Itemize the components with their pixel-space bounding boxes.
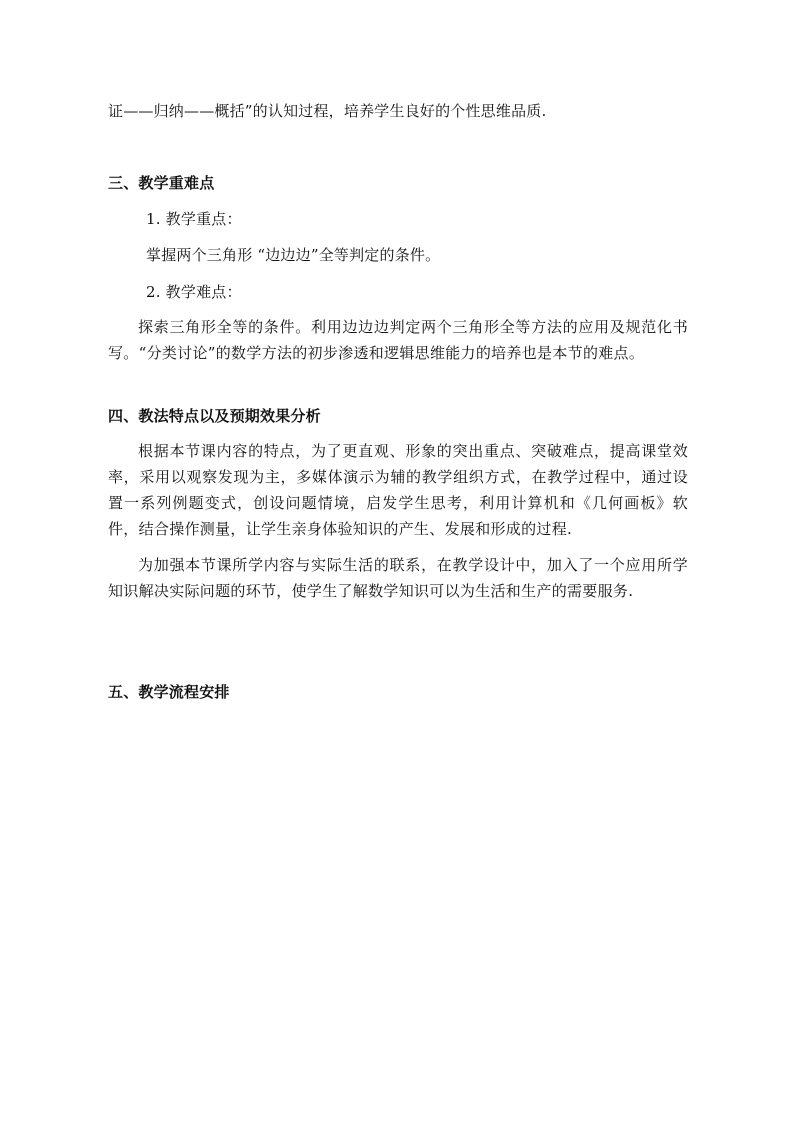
teaching-method-paragraph: 根据本节课内容的特点，为了更直观、形象的突出重点、突破难点，提高课堂效率，采用以观察发现为主，多媒体演示为辅的教学组织方式，在教学过程中，通过设置一系列例题变式，创设问题情境，启发学生思考，利用计算机和《几何画板》软件，结合操作测量，让学生亲身体验知识的产生、发展和形成的过程. bbox=[108, 442, 688, 538]
key-point-text: 掌握两个三角形 “边边边”全等判定的条件。 bbox=[146, 246, 441, 264]
section-4-heading: 四、教法特点以及预期效果分析 bbox=[108, 407, 321, 425]
section-5-heading: 五、教学流程安排 bbox=[108, 683, 230, 701]
key-point-label: 1. 教学重点： bbox=[146, 210, 242, 228]
real-life-connection-paragraph: 为加强本节课所学内容与实际生活的联系，在教学设计中，加入了一个应用所学知识解决实际问题的环节，使学生了解数学知识可以为生活和生产的需要服务. bbox=[108, 556, 688, 600]
continued-paragraph-line: 证——归纳——概括”的认知过程，培养学生良好的个性思维品质. bbox=[108, 102, 547, 120]
section-3-heading: 三、教学重难点 bbox=[108, 174, 215, 192]
difficult-point-text: 探索三角形全等的条件。利用边边边判定两个三角形全等方法的应用及规范化书写。“分类讨论”的数学方法的初步渗透和逻辑思维能力的培养也是本节的难点。 bbox=[108, 318, 688, 362]
difficult-point-label: 2. 教学难点： bbox=[146, 283, 242, 301]
